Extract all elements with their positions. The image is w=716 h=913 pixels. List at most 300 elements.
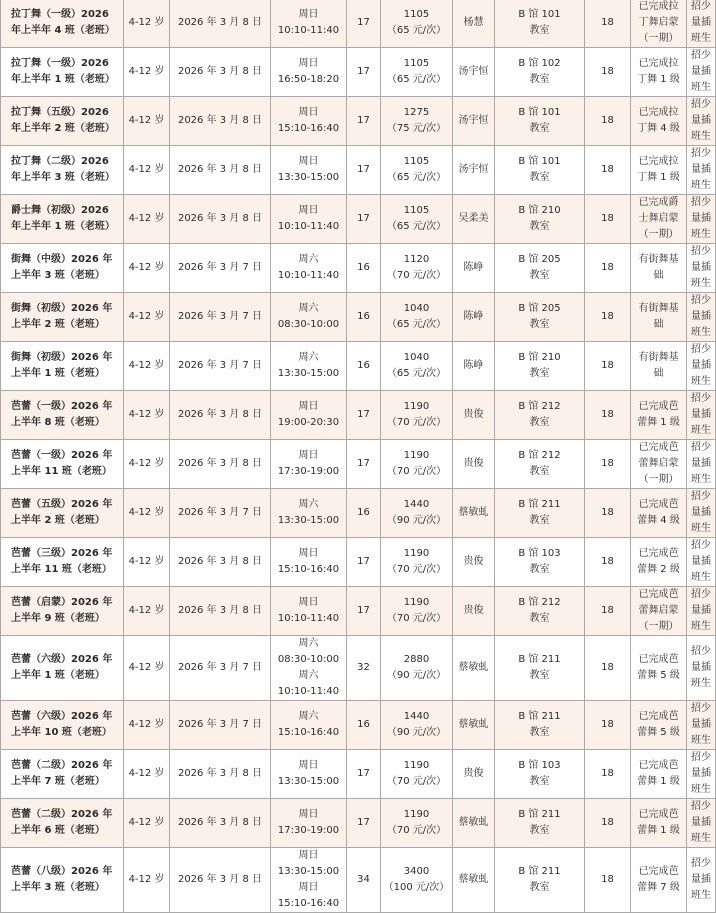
classroom-line: B 馆 210	[518, 352, 561, 363]
tuition-fee-line: （65 元/次）	[386, 172, 447, 183]
tuition-fee-cell	[381, 701, 453, 750]
course-name-line: 芭蕾（八级）2026 年	[11, 866, 113, 877]
classroom-line: 教室	[529, 515, 550, 526]
start-date-cell: 2026 年 3 月 8 日	[170, 391, 271, 440]
course-name-cell	[1, 440, 124, 489]
table-row	[1, 342, 716, 391]
class-time-line: 13:30-15:00	[277, 776, 340, 787]
classroom-line: 教室	[529, 670, 550, 681]
enrollment-status-line: 量插	[691, 115, 711, 126]
class-time-line: 15:10-16:40	[277, 564, 340, 575]
course-name-line: 上半年 11 班（老班）	[11, 564, 112, 575]
requirement-cell	[631, 342, 687, 391]
enrollment-status-cell	[687, 848, 716, 913]
enrollment-status-line: 量插	[691, 817, 711, 828]
requirement-line: 已完成芭	[638, 589, 679, 600]
class-time-line: 周六	[298, 254, 319, 265]
tuition-fee-line: 1440	[403, 499, 430, 510]
tuition-fee-cell	[381, 587, 453, 636]
age-range-cell: 4-12 岁	[124, 391, 170, 440]
course-name-line: 年上半年 1 班（老班）	[11, 74, 115, 85]
tuition-fee-line: 1040	[403, 303, 430, 314]
enrollment-status-line: 招少	[691, 99, 711, 110]
enrollment-status-cell	[687, 538, 716, 587]
session-count-cell: 17	[347, 97, 381, 146]
table-row	[1, 293, 716, 342]
enrollment-status-cell	[687, 195, 716, 244]
requirement-cell	[631, 636, 687, 701]
classroom-cell	[495, 146, 585, 195]
age-range-cell: 4-12 岁	[124, 293, 170, 342]
tuition-fee-line: （65 元/次）	[386, 221, 447, 232]
start-date-cell: 2026 年 3 月 8 日	[170, 750, 271, 799]
class-time-cell	[271, 848, 347, 913]
requirement-line: 础	[653, 319, 664, 330]
class-time-line: 周日	[298, 401, 319, 412]
tuition-fee-line: （70 元/次）	[386, 270, 447, 281]
enrollment-status-cell	[687, 244, 716, 293]
table-row	[1, 538, 716, 587]
requirement-cell	[631, 244, 687, 293]
tuition-fee-cell	[381, 489, 453, 538]
enrollment-status-line: 班生	[691, 327, 711, 338]
schedule-body	[1, 0, 716, 913]
requirement-line: 蕾舞 7 级	[637, 882, 680, 893]
tuition-fee-cell	[381, 750, 453, 799]
course-name-line: 上半年 3 班（老班）	[11, 270, 105, 281]
classroom-line: B 馆 103	[518, 760, 561, 771]
age-range-cell: 4-12 岁	[124, 440, 170, 489]
classroom-line: 教室	[529, 25, 550, 36]
requirement-line: 士舞启蒙	[638, 213, 679, 224]
enrollment-status-cell	[687, 750, 716, 799]
teacher-cell: 吴柔美	[453, 195, 495, 244]
course-name-cell	[1, 195, 124, 244]
table-row	[1, 244, 716, 293]
class-time-line: 10:10-11:40	[277, 270, 340, 281]
requirement-line: 已完成芭	[638, 548, 679, 559]
classroom-cell	[495, 195, 585, 244]
tuition-fee-cell	[381, 848, 453, 913]
capacity-cell: 18	[585, 587, 631, 636]
age-range-cell: 4-12 岁	[124, 146, 170, 195]
course-name-line: 爵士舞（初级）2026	[11, 205, 109, 216]
requirement-line: （一期）	[638, 229, 679, 240]
capacity-cell: 18	[585, 799, 631, 848]
capacity-cell: 18	[585, 701, 631, 750]
class-time-line: 13:30-15:00	[277, 866, 340, 877]
start-date-cell: 2026 年 3 月 7 日	[170, 293, 271, 342]
class-time-line: 15:10-16:40	[277, 123, 340, 134]
classroom-line: 教室	[529, 221, 550, 232]
classroom-line: B 馆 211	[518, 711, 561, 722]
start-date-cell: 2026 年 3 月 7 日	[170, 342, 271, 391]
tuition-fee-line: 1105	[403, 205, 430, 216]
requirement-cell	[631, 750, 687, 799]
requirement-line: （一期）	[638, 33, 679, 44]
table-row	[1, 489, 716, 538]
course-name-line: 拉丁舞（一级）2026	[11, 9, 109, 20]
tuition-fee-line: （65 元/次）	[386, 25, 447, 36]
enrollment-status-line: 招少	[691, 589, 711, 600]
classroom-cell	[495, 750, 585, 799]
enrollment-status-line: 招少	[691, 858, 711, 869]
table-row	[1, 848, 716, 913]
requirement-line: 有街舞基	[638, 303, 679, 314]
enrollment-status-line: 招少	[691, 752, 711, 763]
teacher-cell: 杨慧	[453, 0, 495, 48]
enrollment-status-line: 招少	[691, 50, 711, 61]
classroom-line: B 馆 211	[518, 654, 561, 665]
requirement-line: 蕾舞 5 级	[637, 727, 680, 738]
age-range-cell: 4-12 岁	[124, 195, 170, 244]
class-time-line: 周六	[298, 638, 319, 649]
classroom-line: 教室	[529, 825, 550, 836]
course-name-cell	[1, 701, 124, 750]
classroom-cell	[495, 97, 585, 146]
tuition-fee-line: （70 元/次）	[386, 466, 447, 477]
capacity-cell: 18	[585, 489, 631, 538]
requirement-line: 有街舞基	[638, 254, 679, 265]
enrollment-status-cell	[687, 342, 716, 391]
age-range-cell: 4-12 岁	[124, 0, 170, 48]
capacity-cell: 18	[585, 391, 631, 440]
table-row	[1, 0, 716, 48]
requirement-cell	[631, 0, 687, 48]
requirement-line: 已完成拉	[638, 58, 679, 69]
classroom-cell	[495, 636, 585, 701]
class-time-cell	[271, 293, 347, 342]
enrollment-status-line: 招少	[691, 442, 711, 453]
age-range-cell: 4-12 岁	[124, 244, 170, 293]
class-time-cell	[271, 489, 347, 538]
table-row	[1, 391, 716, 440]
requirement-line: 蕾舞启蒙	[638, 458, 679, 469]
classroom-cell	[495, 848, 585, 913]
class-time-line: 13:30-15:00	[277, 172, 340, 183]
enrollment-status-line: 班生	[691, 82, 711, 93]
enrollment-status-cell	[687, 440, 716, 489]
enrollment-status-cell	[687, 489, 716, 538]
class-time-line: 17:30-19:00	[277, 466, 340, 477]
enrollment-status-line: 招少	[691, 246, 711, 257]
start-date-cell: 2026 年 3 月 8 日	[170, 587, 271, 636]
classroom-cell	[495, 489, 585, 538]
enrollment-status-cell	[687, 0, 716, 48]
tuition-fee-line: 1105	[403, 9, 430, 20]
teacher-cell: 陈峥	[453, 244, 495, 293]
course-name-line: 芭蕾（五级）2026 年	[11, 499, 113, 510]
session-count-cell: 17	[347, 440, 381, 489]
classroom-cell	[495, 587, 585, 636]
requirement-line: 已完成芭	[638, 809, 679, 820]
classroom-line: 教室	[529, 727, 550, 738]
enrollment-status-line: 招少	[691, 491, 711, 502]
session-count-cell: 17	[347, 195, 381, 244]
course-name-cell	[1, 293, 124, 342]
class-time-line: 13:30-15:00	[277, 368, 340, 379]
class-time-line: 周日	[298, 9, 319, 20]
course-name-cell	[1, 799, 124, 848]
enrollment-status-line: 量插	[691, 409, 711, 420]
tuition-fee-cell	[381, 48, 453, 97]
enrollment-status-line: 量插	[691, 164, 711, 175]
class-time-cell	[271, 195, 347, 244]
enrollment-status-line: 量插	[691, 17, 711, 28]
enrollment-status-line: 量插	[691, 458, 711, 469]
tuition-fee-line: （65 元/次）	[386, 74, 447, 85]
enrollment-status-line: 班生	[691, 229, 711, 240]
tuition-fee-cell	[381, 636, 453, 701]
teacher-cell: 陈峥	[453, 293, 495, 342]
classroom-line: 教室	[529, 882, 550, 893]
requirement-line: 丁舞 4 级	[637, 123, 680, 134]
requirement-line: 已完成芭	[638, 654, 679, 665]
enrollment-status-cell	[687, 293, 716, 342]
requirement-line: 有街舞基	[638, 352, 679, 363]
age-range-cell: 4-12 岁	[124, 342, 170, 391]
enrollment-status-line: 班生	[691, 784, 711, 795]
tuition-fee-cell	[381, 440, 453, 489]
course-name-cell	[1, 97, 124, 146]
table-row	[1, 701, 716, 750]
class-time-line: 周六	[298, 352, 319, 363]
course-name-line: 上半年 10 班（老班）	[11, 727, 112, 738]
class-time-line: 周六	[298, 499, 319, 510]
requirement-line: 蕾舞 1 级	[637, 825, 680, 836]
teacher-cell: 汤宇恒	[453, 48, 495, 97]
course-name-cell	[1, 489, 124, 538]
course-name-line: 上半年 3 班（老班）	[11, 882, 105, 893]
teacher-cell: 贵俊	[453, 538, 495, 587]
course-name-cell	[1, 146, 124, 195]
course-name-cell	[1, 587, 124, 636]
start-date-cell: 2026 年 3 月 8 日	[170, 799, 271, 848]
capacity-cell: 18	[585, 636, 631, 701]
classroom-cell	[495, 701, 585, 750]
table-row	[1, 750, 716, 799]
requirement-line: 已完成爵	[638, 197, 679, 208]
table-row	[1, 48, 716, 97]
start-date-cell: 2026 年 3 月 7 日	[170, 244, 271, 293]
age-range-cell: 4-12 岁	[124, 701, 170, 750]
requirement-line: 蕾舞 1 级	[637, 776, 680, 787]
capacity-cell: 18	[585, 538, 631, 587]
enrollment-status-cell	[687, 146, 716, 195]
course-name-cell	[1, 750, 124, 799]
enrollment-status-cell	[687, 48, 716, 97]
age-range-cell: 4-12 岁	[124, 799, 170, 848]
class-time-line: 周日	[298, 548, 319, 559]
requirement-line: 已完成芭	[638, 499, 679, 510]
classroom-line: 教室	[529, 368, 550, 379]
class-time-cell	[271, 48, 347, 97]
session-count-cell: 16	[347, 701, 381, 750]
enrollment-status-line: 量插	[691, 719, 711, 730]
requirement-cell	[631, 146, 687, 195]
requirement-cell	[631, 587, 687, 636]
requirement-line: 已完成芭	[638, 866, 679, 877]
tuition-fee-line: 1440	[403, 711, 430, 722]
enrollment-status-line: 招少	[691, 295, 711, 306]
age-range-cell: 4-12 岁	[124, 538, 170, 587]
enrollment-status-line: 班生	[691, 678, 711, 689]
class-time-line: 周六	[298, 303, 319, 314]
teacher-cell: 贵俊	[453, 391, 495, 440]
requirement-cell	[631, 195, 687, 244]
capacity-cell: 18	[585, 146, 631, 195]
tuition-fee-line: （75 元/次）	[386, 123, 447, 134]
requirement-line: 已完成芭	[638, 401, 679, 412]
class-time-line: 15:10-16:40	[277, 727, 340, 738]
requirement-line: 已完成拉	[638, 156, 679, 167]
class-time-line: 周日	[298, 58, 319, 69]
session-count-cell: 17	[347, 538, 381, 587]
start-date-cell: 2026 年 3 月 8 日	[170, 48, 271, 97]
class-time-cell	[271, 391, 347, 440]
start-date-cell: 2026 年 3 月 7 日	[170, 701, 271, 750]
course-name-line: 上半年 11 班（老班）	[11, 466, 112, 477]
course-name-cell	[1, 0, 124, 48]
classroom-cell	[495, 0, 585, 48]
tuition-fee-line: （70 元/次）	[386, 613, 447, 624]
enrollment-status-line: 招少	[691, 801, 711, 812]
session-count-cell: 16	[347, 244, 381, 293]
classroom-line: B 馆 210	[518, 205, 561, 216]
tuition-fee-line: 1190	[403, 548, 430, 559]
course-name-line: 芭蕾（六级）2026 年	[11, 711, 113, 722]
classroom-line: B 馆 205	[518, 303, 561, 314]
requirement-line: 蕾舞 4 级	[637, 515, 680, 526]
table-row	[1, 146, 716, 195]
course-name-cell	[1, 848, 124, 913]
requirement-cell	[631, 848, 687, 913]
class-time-cell	[271, 636, 347, 701]
teacher-cell: 贵俊	[453, 750, 495, 799]
teacher-cell: 蔡敏虬	[453, 848, 495, 913]
tuition-fee-line: 2880	[403, 654, 430, 665]
course-name-line: 拉丁舞（一级）2026	[11, 58, 109, 69]
capacity-cell: 18	[585, 750, 631, 799]
classroom-cell	[495, 342, 585, 391]
enrollment-status-line: 招少	[691, 148, 711, 159]
class-time-line: 周日	[298, 760, 319, 771]
session-count-cell: 16	[347, 489, 381, 538]
class-time-line: 13:30-15:00	[277, 515, 340, 526]
start-date-cell: 2026 年 3 月 7 日	[170, 489, 271, 538]
session-count-cell: 34	[347, 848, 381, 913]
capacity-cell: 18	[585, 244, 631, 293]
enrollment-status-line: 班生	[691, 833, 711, 844]
classroom-cell	[495, 244, 585, 293]
tuition-fee-line: 1190	[403, 597, 430, 608]
tuition-fee-line: （70 元/次）	[386, 564, 447, 575]
requirement-cell	[631, 440, 687, 489]
classroom-line: 教室	[529, 123, 550, 134]
requirement-line: 蕾舞 2 级	[637, 564, 680, 575]
class-time-cell	[271, 587, 347, 636]
course-name-line: 芭蕾（一级）2026 年	[11, 450, 113, 461]
tuition-fee-line: 1190	[403, 450, 430, 461]
course-name-line: 上半年 7 班（老班）	[11, 776, 105, 787]
table-row	[1, 799, 716, 848]
teacher-cell: 汤宇恒	[453, 97, 495, 146]
requirement-line: 丁舞 1 级	[637, 172, 680, 183]
enrollment-status-line: 量插	[691, 605, 711, 616]
course-name-line: 上半年 2 班（老班）	[11, 319, 105, 330]
teacher-cell: 蔡敏虬	[453, 799, 495, 848]
tuition-fee-line: 1190	[403, 760, 430, 771]
start-date-cell: 2026 年 3 月 8 日	[170, 848, 271, 913]
tuition-fee-line: 1040	[403, 352, 430, 363]
session-count-cell: 17	[347, 799, 381, 848]
class-time-cell	[271, 342, 347, 391]
enrollment-status-line: 招少	[691, 646, 711, 657]
class-time-line: 周日	[298, 450, 319, 461]
course-name-cell	[1, 538, 124, 587]
start-date-cell: 2026 年 3 月 8 日	[170, 0, 271, 48]
requirement-cell	[631, 538, 687, 587]
classroom-line: B 馆 205	[518, 254, 561, 265]
table-row	[1, 195, 716, 244]
enrollment-status-line: 班生	[691, 621, 711, 632]
enrollment-status-line: 量插	[691, 768, 711, 779]
class-time-line: 08:30-10:00	[277, 654, 340, 665]
classroom-line: 教室	[529, 564, 550, 575]
tuition-fee-cell	[381, 0, 453, 48]
enrollment-status-line: 招少	[691, 540, 711, 551]
course-name-line: 年上半年 3 班（老班）	[11, 172, 115, 183]
class-time-line: 17:30-19:00	[277, 825, 340, 836]
enrollment-status-cell	[687, 636, 716, 701]
enrollment-status-cell	[687, 587, 716, 636]
class-time-line: 周日	[298, 107, 319, 118]
start-date-cell: 2026 年 3 月 8 日	[170, 97, 271, 146]
course-name-cell	[1, 391, 124, 440]
requirement-line: 已完成芭	[638, 442, 679, 453]
session-count-cell: 17	[347, 0, 381, 48]
class-time-line: 周日	[298, 156, 319, 167]
session-count-cell: 32	[347, 636, 381, 701]
tuition-fee-line: （100 元/次）	[383, 882, 450, 893]
age-range-cell: 4-12 岁	[124, 489, 170, 538]
enrollment-status-line: 招少	[691, 344, 711, 355]
enrollment-status-line: 班生	[691, 735, 711, 746]
capacity-cell: 18	[585, 97, 631, 146]
requirement-cell	[631, 391, 687, 440]
classroom-line: 教室	[529, 776, 550, 787]
start-date-cell: 2026 年 3 月 8 日	[170, 440, 271, 489]
class-time-line: 19:00-20:30	[277, 417, 340, 428]
session-count-cell: 16	[347, 293, 381, 342]
enrollment-status-line: 量插	[691, 311, 711, 322]
age-range-cell: 4-12 岁	[124, 587, 170, 636]
capacity-cell: 18	[585, 342, 631, 391]
capacity-cell: 18	[585, 0, 631, 48]
class-time-line: 周日	[298, 597, 319, 608]
course-name-line: 芭蕾（二级）2026 年	[11, 760, 113, 771]
teacher-cell: 汤宇恒	[453, 146, 495, 195]
classroom-line: B 馆 212	[518, 450, 561, 461]
requirement-line: 已完成拉	[638, 107, 679, 118]
classroom-cell	[495, 799, 585, 848]
enrollment-status-line: 班生	[691, 180, 711, 191]
teacher-cell: 蔡敏虬	[453, 636, 495, 701]
teacher-cell: 贵俊	[453, 587, 495, 636]
tuition-fee-line: 1190	[403, 401, 430, 412]
table-row	[1, 97, 716, 146]
teacher-cell: 陈峥	[453, 342, 495, 391]
